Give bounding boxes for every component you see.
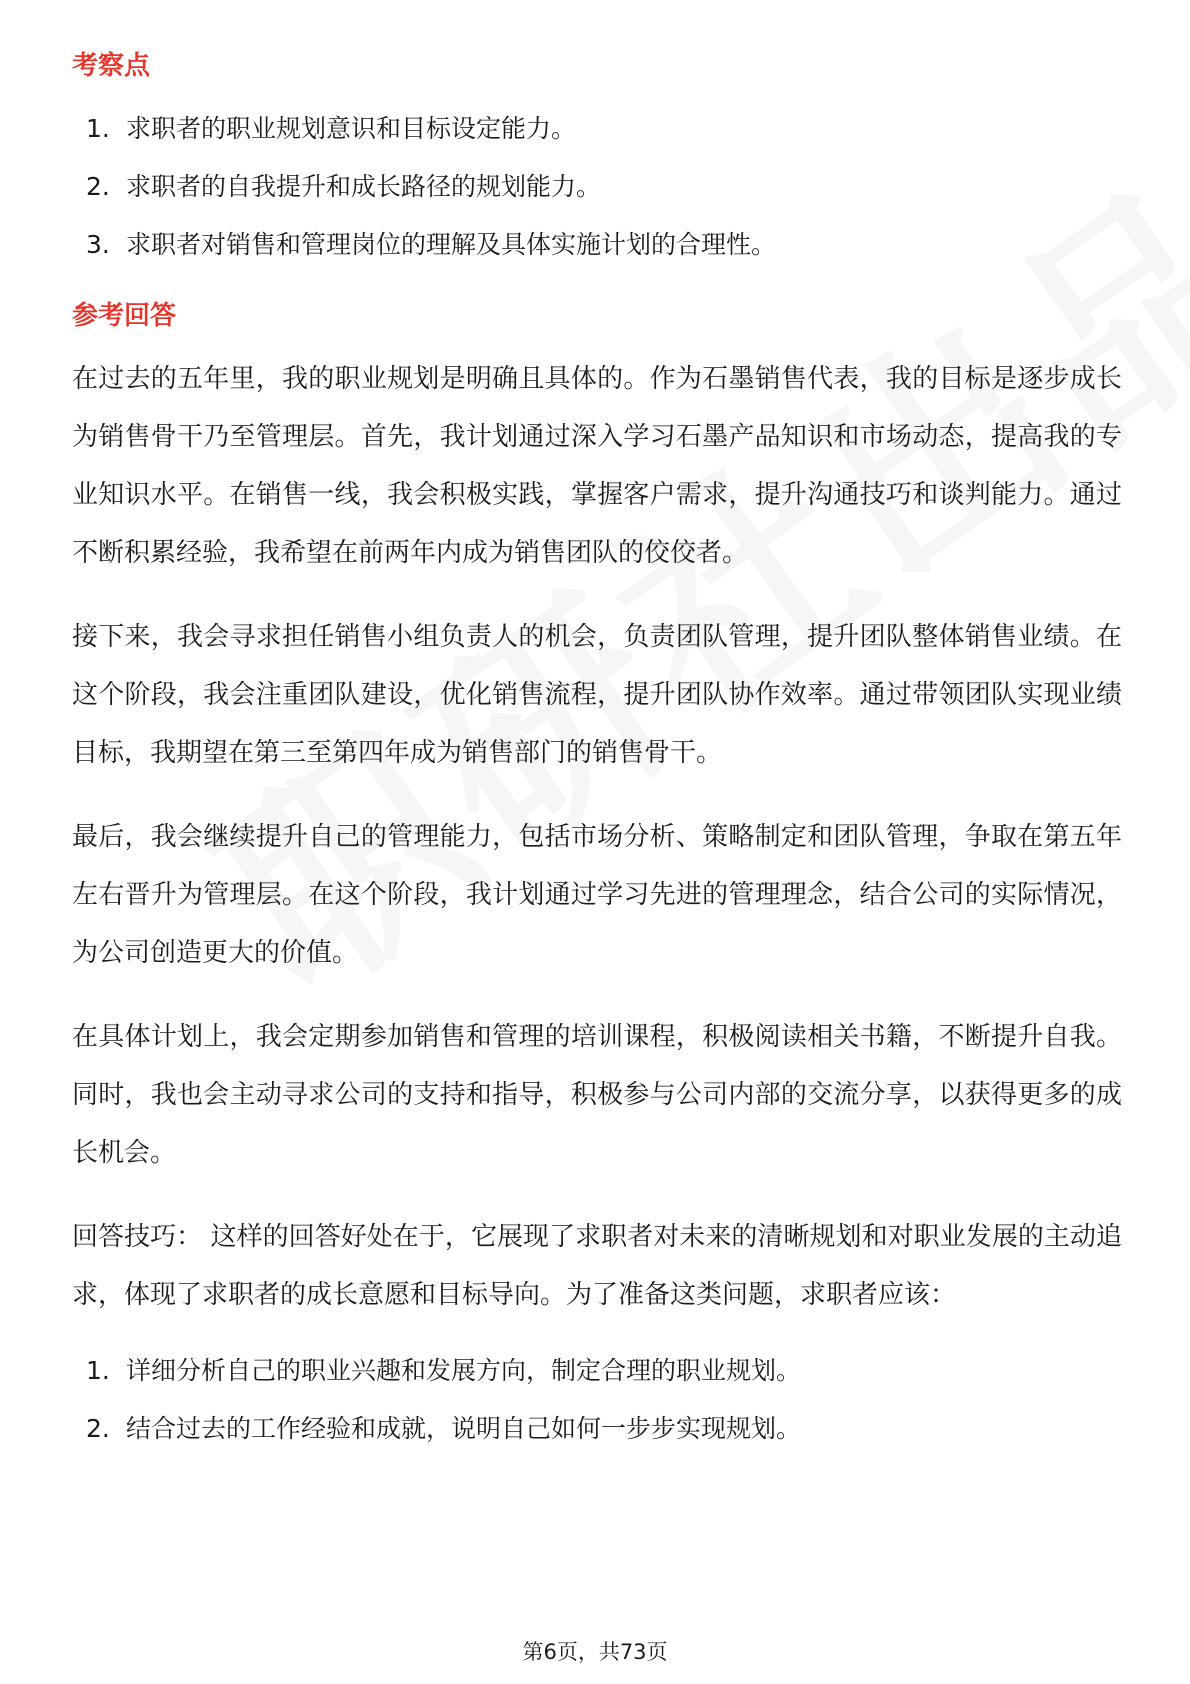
list-item-text: 求职者对销售和管理岗位的理解及具体实施计划的合理性。 — [126, 230, 777, 259]
answer-paragraph: 最后，我会继续提升自己的管理能力，包括市场分析、策略制定和团队管理，争取在第五年左右晋升为管理层。在这个阶段，我计划通过学习先进的管理理念，结合公司的实际情况，为公司创造更大的价值。 — [72, 822, 1122, 968]
answer-tips-paragraph: 回答技巧： 这样的回答好处在于，它展现了求职者对未来的清晰规划和对职业发展的主动追求，体现了求职者的成长意愿和目标导向。为了准备这类问题，求职者应该： — [72, 1222, 1122, 1310]
list-item — [72, 216, 1122, 274]
section-heading-reference-answer: 参考回答 — [72, 301, 177, 331]
answer-paragraph: 在过去的五年里，我的职业规划是明确且具体的。作为石墨销售代表，我的目标是逐步成长为销售骨干乃至管理层。首先，我计划通过深入学习石墨产品知识和市场动态，提高我的专业知识水平。在销售一线，我会积极实践，掌握客户需求，提升沟通技巧和谈判能力。通过不断积累经验，我希望在前两年内成为销售团队的佼佼者。 — [72, 364, 1122, 568]
list-item-number: 3. — [86, 230, 110, 259]
list-item — [72, 100, 1122, 158]
examination-points-list — [72, 100, 1122, 274]
list-item-text: 求职者的自我提升和成长路径的规划能力。 — [126, 172, 602, 201]
answer-paragraph: 接下来，我会寻求担任销售小组负责人的机会，负责团队管理，提升团队整体销售业绩。在这个阶段，我会注重团队建设，优化销售流程，提升团队协作效率。通过带领团队实现业绩目标，我期望在第三至第四年成为销售部门的销售骨干。 — [72, 622, 1122, 768]
list-item-text: 详细分析自己的职业兴趣和发展方向，制定合理的职业规划。 — [126, 1356, 802, 1385]
list-item — [72, 1342, 1122, 1400]
page-number-footer: 第6页，共73页 — [522, 1640, 668, 1664]
list-item-number: 1. — [86, 114, 110, 143]
list-item-number: 1. — [86, 1356, 110, 1385]
list-item — [72, 1400, 1122, 1458]
page-content — [72, 46, 1122, 1458]
answer-paragraph: 在具体计划上，我会定期参加销售和管理的培训课程，积极阅读相关书籍，不断提升自我。同时，我也会主动寻求公司的支持和指导，积极参与公司内部的交流分享，以获得更多的成长机会。 — [72, 1022, 1122, 1168]
answer-tips-list — [72, 1342, 1122, 1458]
list-item-text: 求职者的职业规划意识和目标设定能力。 — [126, 114, 577, 143]
section-heading-examination-points: 考察点 — [72, 51, 151, 81]
list-item-text: 结合过去的工作经验和成就，说明自己如何一步步实现规划。 — [126, 1414, 802, 1443]
list-item-number: 2. — [86, 1414, 110, 1443]
list-item-number: 2. — [86, 172, 110, 201]
list-item — [72, 158, 1122, 216]
